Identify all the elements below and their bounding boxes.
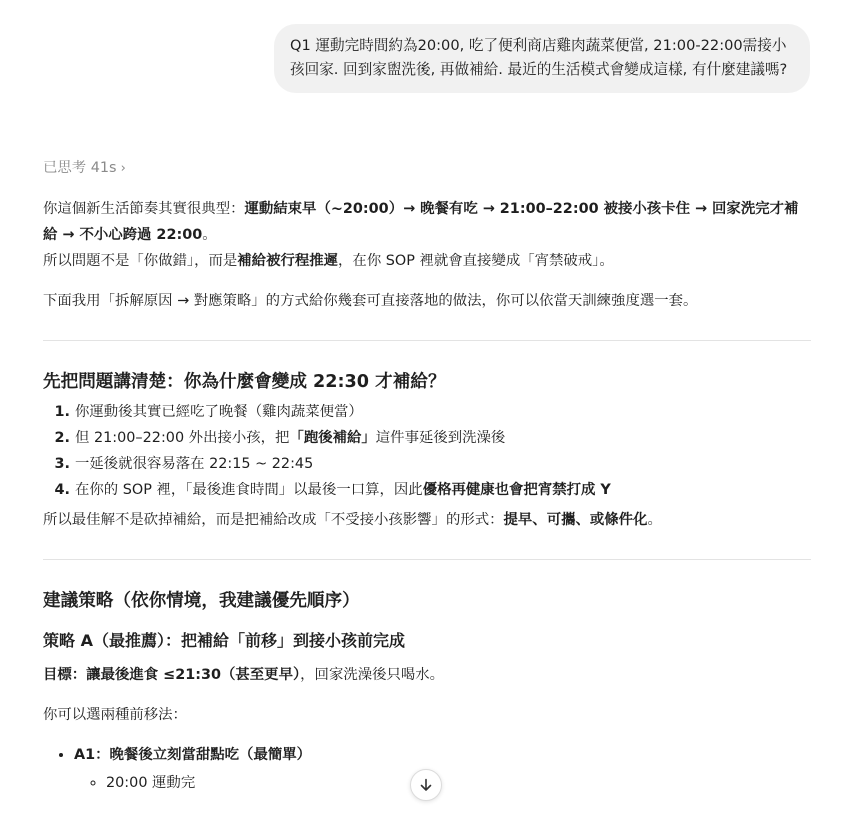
goal-text: ，回家洗澡後只喝水。 (300, 667, 445, 683)
strategy-goal (43, 662, 811, 688)
list-item (74, 742, 811, 796)
thought-label: 已思考 41s (43, 160, 117, 176)
list-item (75, 477, 811, 503)
intro-text: 所以問題不是「你做錯」，而是 (43, 253, 238, 269)
list-item (75, 399, 811, 425)
intro-text-end: ，在你 SOP 裡就會直接變成「宵禁破戒」。 (338, 253, 614, 269)
intro-bold-text: 運動結束早（~20:00）→ 晚餐有吃 → 21:00–22:00 被接小孩卡住 → 回家洗完才補給 → 不小心跨過 22:00 (43, 201, 799, 243)
item-bold-text: 優格再健康也會把宵禁打成 Y (422, 482, 611, 498)
conclusion-bold-text: 提早、可攜、或條件化 (503, 512, 648, 528)
section-heading-strategy: 建議策略（依你情境，我建議優先順序） (43, 591, 360, 611)
section-divider (43, 340, 811, 341)
conclusion-text: 所以最佳解不是砍掉補給，而是把補給改成「不受接小孩影響」的形式： (43, 512, 504, 528)
item-text: 但 21:00–22:00 外出接小孩，把 (75, 430, 290, 446)
user-message-bubble: Q1 運動完時間約為20:00, 吃了便利商店雞肉蔬菜便當, 21:00-22:00需接小孩回家. 回到家盥洗後, 再做補給. 最近的生活模式會變成這樣, 有什麼建議嗎? (274, 24, 810, 93)
intro-text: 你這個新生活節奏其實很典型： (43, 201, 245, 217)
intro-paragraph-1 (43, 196, 811, 248)
list-item (75, 425, 811, 451)
item-text: 在你的 SOP 裡，「最後進食時間」以最後一口算，因此 (75, 482, 423, 498)
intro-paragraph-3: 下面我用「拆解原因 → 對應策略」的方式給你幾套可直接落地的做法，你可以依當天訓練強度選一套。 (43, 293, 698, 309)
item-text: 你運動後其實已經吃了晚餐（雞肉蔬菜便當） (75, 404, 363, 420)
list-item: ◦ 20:00 運動完 (106, 770, 811, 796)
item-bold-text: 「跑後補給」 (289, 430, 376, 446)
list-item (75, 451, 811, 477)
section-divider (43, 559, 811, 560)
item-text: 一延後就很容易落在 22:15 ~ 22:45 (75, 456, 314, 472)
strategy-a-heading: 策略 A（最推薦）：把補給「前移」到接小孩前完成 (43, 631, 405, 650)
strategy-choose-text: 你可以選兩種前移法： (43, 707, 187, 723)
problem-conclusion (43, 507, 811, 533)
arrow-down-icon (418, 777, 434, 793)
assistant-answer (43, 196, 811, 796)
section-heading-problem: 先把問題講清楚：你為什麼會變成 22:30 才補給？ (43, 372, 446, 392)
intro-bold-text: 補給被行程推遲 (237, 253, 339, 269)
item-text-post: 這件事延後到洗澡後 (375, 430, 506, 446)
a1-steps (74, 770, 811, 796)
conclusion-text-end: 。 (647, 512, 662, 528)
chevron-right-icon: › (120, 161, 126, 176)
intro-text-end: 。 (202, 227, 217, 243)
problem-list (43, 399, 811, 503)
thought-toggle[interactable] (43, 158, 126, 179)
intro-paragraph-2 (43, 248, 811, 274)
a1-title: A1：晚餐後立刻當甜點吃（最簡單） (74, 747, 312, 763)
scroll-to-bottom-button[interactable] (410, 769, 442, 801)
goal-bold-text: 目標：讓最後進食 ≤21:30（甚至更早） (43, 667, 301, 683)
